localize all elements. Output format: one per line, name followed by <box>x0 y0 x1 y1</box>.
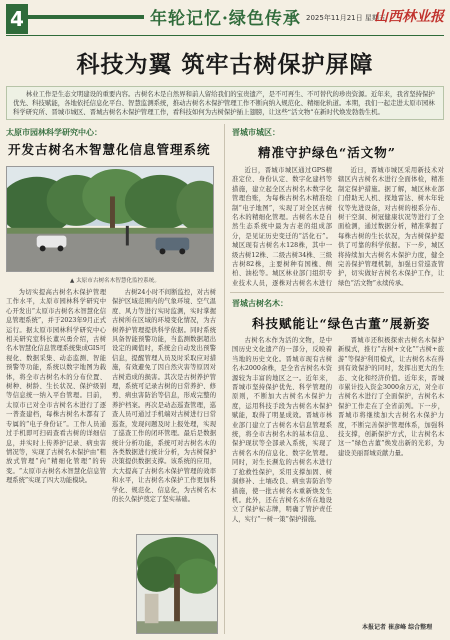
article3-body-col2: 晋城市还积极探索古树名木保护新模式，推行“古树+文化”“古树+旅游”等保护利用模式，让古树名木在得到有效保护的同时，发挥出更大的生态、文化和经济价值。近年来，晋城市累计投入资金3000余万元，对全市古树名木进行了全面保护，古树名木保护工作走在了全省前列。下一步，晋城市将继续加大古树名木保护力度，不断完善保护管理体系，加强科技支撑，创新保护方式，让古树名木这一“绿色古董”焕发出新的光彩，为建设美丽晋城贡献力量。 <box>338 337 444 457</box>
article3-title: 科技赋能让“绿色古董”展新姿 <box>252 316 431 331</box>
section-title: 年轮记忆·绿色传承 <box>150 9 301 29</box>
article2-label: 晋城市城区： <box>232 128 280 137</box>
article2-body-col1: 近日，晋城市城区通过GPS精准定位、身份认定、数字化建档等措施，建立起全区古树名木数字化管理台账，为每株古树名木精准绘制“电子地图”，实现了对全区古树名木的精细化管理。古树名木是自然生态系统中最为古老的组成部分，是见证历史变迁的“活化石”。城区现有古树名木128株，其中一级古树12株、二级古树34株、三级古树82株，主要树种有国槐、侧柏、油松等。城区林业部门组织专业技术人员，逐株对古树名木进行 <box>232 167 332 287</box>
article1-photo-caption: ▲ 太原市古树名木智慧化监控系统。 <box>70 278 160 284</box>
issue-date: 2025年11月21日 星期五 <box>306 14 386 22</box>
article1-body-col1: 为切实提高古树名木保护管理工作水平，太原市园林科学研究中心开发出“太原市古树名木智慧化信息管理系统”，并于2023年9月正式运行。据太原市园林科学研究中心相关研究室科长董兴勇介绍，古树名木智慧化信息管理系统集成GIS可视化、数据采集、动态监测、智能预警等功能，系统以数字地图为载体，将全市古树名木的分布位置、树种、树龄、生长状况、保护级别等信息统一纳入平台管理。目前，太原市已对全市古树名木进行了逐一普查建档，每株古树名木都有了专属的“电子身份证”。工作人员通过手机即可扫码查看古树的详细信息，并实时上传养护记录、病虫害情况等，实现了古树名木保护由“粗放式管理”向“精细化管理”的转变。“太原市古树名木智慧化信息管理系统”实现了四大功能模块。 <box>6 289 106 485</box>
article1-title: 开发古树名木智慧化信息管理系统 <box>8 142 211 157</box>
article2-title: 精准守护绿色“活文物” <box>258 145 396 160</box>
header-divider <box>6 35 444 36</box>
page-number: 4 <box>6 4 28 34</box>
column-divider <box>224 124 225 634</box>
article3-label: 晋城古树名木： <box>232 299 288 308</box>
newspaper-logo: 山西林业报 <box>374 9 444 25</box>
article1-body-col2: 古树24小时不间断监控，对古树保护区域范围内的气象环境、空气温度、风力等进行实时监测，实时掌握古树所在区域的环境变化情况，为古树养护管理提供科学依据。同时系统具备智能预警功能，当监测数据超出设定的阈值时，系统会自动发出预警信息，提醒管理人员及时采取应对措施，有效避免了因自然灾害等原因对古树造成的损害。其次是古树养护管理，系统可记录古树的日常养护、修剪、病虫害防治等信息，形成完整的养护档案。再次是动态巡查管理，巡查人员可通过手机端对古树进行日常巡查，发现问题及时上报处理，实现了巡查工作的闭环管理。最后是数据统计分析功能，系统可对古树名木的各类数据进行统计分析，为古树保护决策提供数据支撑。该系统的应用，大大提高了古树名木保护管理的效率和水平，让古树名木保护工作更加科学化、规范化、信息化，为古树名木的长久保护奠定了坚实基础。 <box>112 289 216 503</box>
article2-body-col2: 近日，晋城市城区采用新技术对辖区内古树名木进行全面体检，精准制定保护措施。据了解，城区林业部门借助无人机、探地雷达、树木年轮仪等先进设备，对古树的根系分布、树干空洞、树冠健康状况等进行了全面检测，通过数据分析，精准掌握了每株古树的生长状况，为古树保护提供了可靠的科学依据。下一步，城区将持续加大古树名木保护力度，健全完善保护管理机制，加强日常巡查管护，切实做好古树名木保护工作，让绿色“活文物”永续传承。 <box>338 167 444 287</box>
page-header <box>0 0 450 40</box>
article1-label: 太原市园林科学研究中心： <box>6 128 102 137</box>
intro-summary: 林业工作是生态文明建设的重要内容。古树名木是自然界和前人留给我们的宝贵遗产，是不可再生、不可替代的珍贵资源。近年来，我省坚持保护优先、科技赋能，各地依托信息化平台、智慧监测系统，推动古树名木保护管理工作不断向纳入规范化、精细化轨道。本期，我们一起走进太原市园林科学研究所、晋城市城区、晋城古树名木保护管理工作，看科技如何为古树保护插上翅膀，让这些“活文物”在新时代焕发勃勃生机。 <box>6 86 444 120</box>
article3-body-col1: 古树名木作为活的文物，是中国历史文化遗产的一部分，反映着当地的历史文化。晋城市现有古树名木2000余株，是全省古树名木资源较为丰富的地区之一。近年来，晋城市坚持保护优先、科学管理的原则，不断加大古树名木保护力度，运用科技手段为古树名木保护赋能，取得了明显成效。晋城市林业部门建立了古树名木信息管理系统，将全市古树名木的基本信息、保护现状等全部录入系统，实现了古树名木的信息化、数字化管理。同时，对生长濒危的古树名木进行了抢救性保护，采用支撑加固、树洞修补、土壤改良、病虫害防治等措施，使一批古树名木重新焕发生机。此外，还在古树名木所在地设立了保护标志牌，明确了管护责任人，实行“一树一策”保护措施。 <box>232 337 332 523</box>
article1-photo2 <box>136 534 218 634</box>
article-divider <box>230 292 444 293</box>
page-headline: 科技为翼 筑牢古树保护屏障 <box>76 51 374 78</box>
article1-photo <box>6 166 214 272</box>
article3-byline: 本报记者 崔彦峰 综合整理 <box>362 624 433 631</box>
header-decoration-bar <box>28 15 144 19</box>
